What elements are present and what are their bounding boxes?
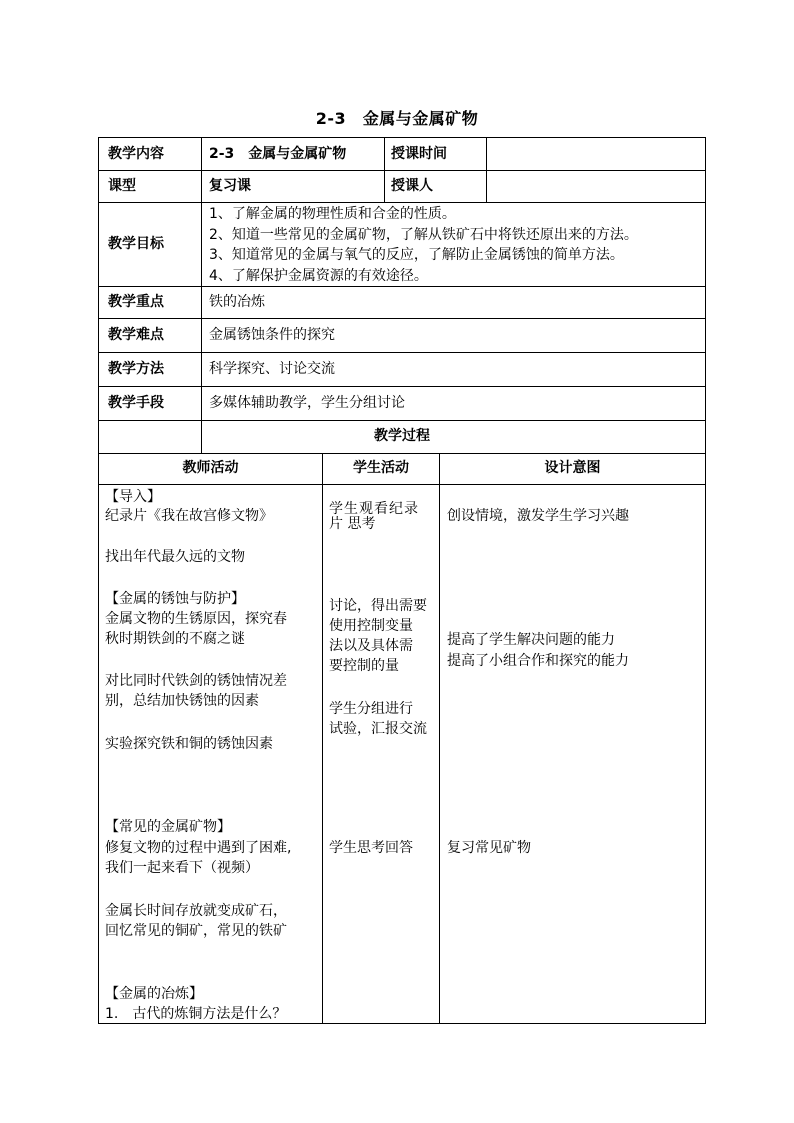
means-value: 多媒体辅助教学，学生分组讨论: [209, 395, 405, 411]
row-divider: [99, 318, 705, 319]
header-student: 学生活动: [353, 460, 409, 476]
row-divider: [99, 420, 705, 421]
method-value: 科学探究、讨论交流: [209, 361, 335, 377]
time-label: 授课时间: [391, 146, 447, 162]
student-line: 讨论，得出需要: [329, 598, 427, 614]
rust-heading: 【金属的锈蚀与防护】: [105, 591, 245, 607]
col-divider: [201, 138, 202, 453]
process-title: 教学过程: [374, 428, 430, 444]
header-teacher: 教师活动: [182, 460, 239, 476]
page-title: 2-3 金属与金属矿物: [315, 109, 479, 128]
col-divider: [322, 453, 323, 1023]
goals-label: 教学目标: [108, 236, 164, 252]
content-label: 教学内容: [108, 146, 164, 162]
goal-item: 4、了解保护金属资源的有效途径。: [209, 267, 428, 284]
ore-heading: 【常见的金属矿物】: [105, 819, 231, 835]
row-divider: [99, 453, 705, 454]
student-line: 法以及具体需: [329, 638, 413, 654]
student-line: 片 思考: [329, 516, 376, 532]
smelt-line: 1. 古代的炼铜方法是什么？: [105, 1006, 287, 1022]
row-divider: [99, 484, 705, 485]
row-divider: [99, 352, 705, 353]
means-label: 教学手段: [108, 395, 164, 411]
row-divider: [99, 286, 705, 287]
header-intent: 设计意图: [544, 460, 601, 476]
student-line: 学生观看纪录: [329, 501, 419, 517]
type-value: 复习课: [209, 178, 251, 194]
difficulty-value: 金属锈蚀条件的探究: [209, 327, 335, 343]
goal-item: 2、知道一些常见的金属矿物，了解从铁矿石中将铁还原出来的方法。: [209, 226, 638, 243]
lesson-plan-table: [98, 137, 706, 1024]
goal-item: 3、知道常见的金属与氧气的反应，了解防止金属锈蚀的简单方法。: [209, 247, 624, 263]
goal-item: 1、了解金属的物理性质和合金的性质。: [209, 206, 456, 222]
type-label: 课型: [108, 178, 136, 194]
rust-line: 对比同时代铁剑的锈蚀情况差: [105, 673, 287, 689]
student-line: 要控制的量: [329, 658, 399, 674]
rust-line: 实验探究铁和铜的锈蚀因素: [105, 736, 273, 752]
student-line: 试验，汇报交流: [329, 721, 427, 737]
intro-line: 纪录片《我在故宫修文物》: [105, 508, 273, 524]
student-line: 学生思考回答: [329, 840, 413, 856]
row-divider: [99, 170, 705, 171]
ore-line: 我们一起来看下（视频）: [105, 860, 259, 876]
col-divider: [486, 138, 487, 202]
difficulty-label: 教学难点: [108, 327, 164, 343]
intent-line: 提高了小组合作和探究的能力: [447, 653, 629, 669]
rust-line: 秋时期铁剑的不腐之谜: [105, 631, 245, 647]
student-line: 学生分组进行: [329, 701, 413, 717]
ore-line: 回忆常见的铜矿，常见的铁矿: [105, 923, 287, 939]
row-divider: [99, 386, 705, 387]
method-label: 教学方法: [108, 361, 164, 377]
intent-line: 复习常见矿物: [447, 840, 531, 856]
col-divider: [439, 453, 440, 1023]
goals-list: [209, 204, 638, 286]
intent-line: 创设情境，激发学生学习兴趣: [447, 508, 629, 524]
col-divider: [384, 138, 385, 202]
intro-heading: 【导入】: [105, 489, 161, 505]
key-value: 铁的冶炼: [209, 294, 265, 310]
row-divider: [99, 202, 705, 203]
key-label: 教学重点: [108, 294, 164, 310]
teacher-label: 授课人: [391, 178, 433, 194]
ore-line: 金属长时间存放就变成矿石，: [105, 903, 287, 919]
intro-line: 找出年代最久远的文物: [105, 549, 245, 565]
ore-line: 修复文物的过程中遇到了困难,: [105, 840, 292, 856]
intent-line: 提高了学生解决问题的能力: [447, 632, 615, 648]
student-line: 使用控制变量: [329, 618, 413, 634]
rust-line: 金属文物的生锈原因，探究春: [105, 611, 287, 627]
smelt-heading: 【金属的冶炼】: [105, 986, 203, 1002]
content-value: 2-3 金属与金属矿物: [209, 146, 347, 162]
rust-line: 别，总结加快锈蚀的因素: [105, 693, 259, 709]
